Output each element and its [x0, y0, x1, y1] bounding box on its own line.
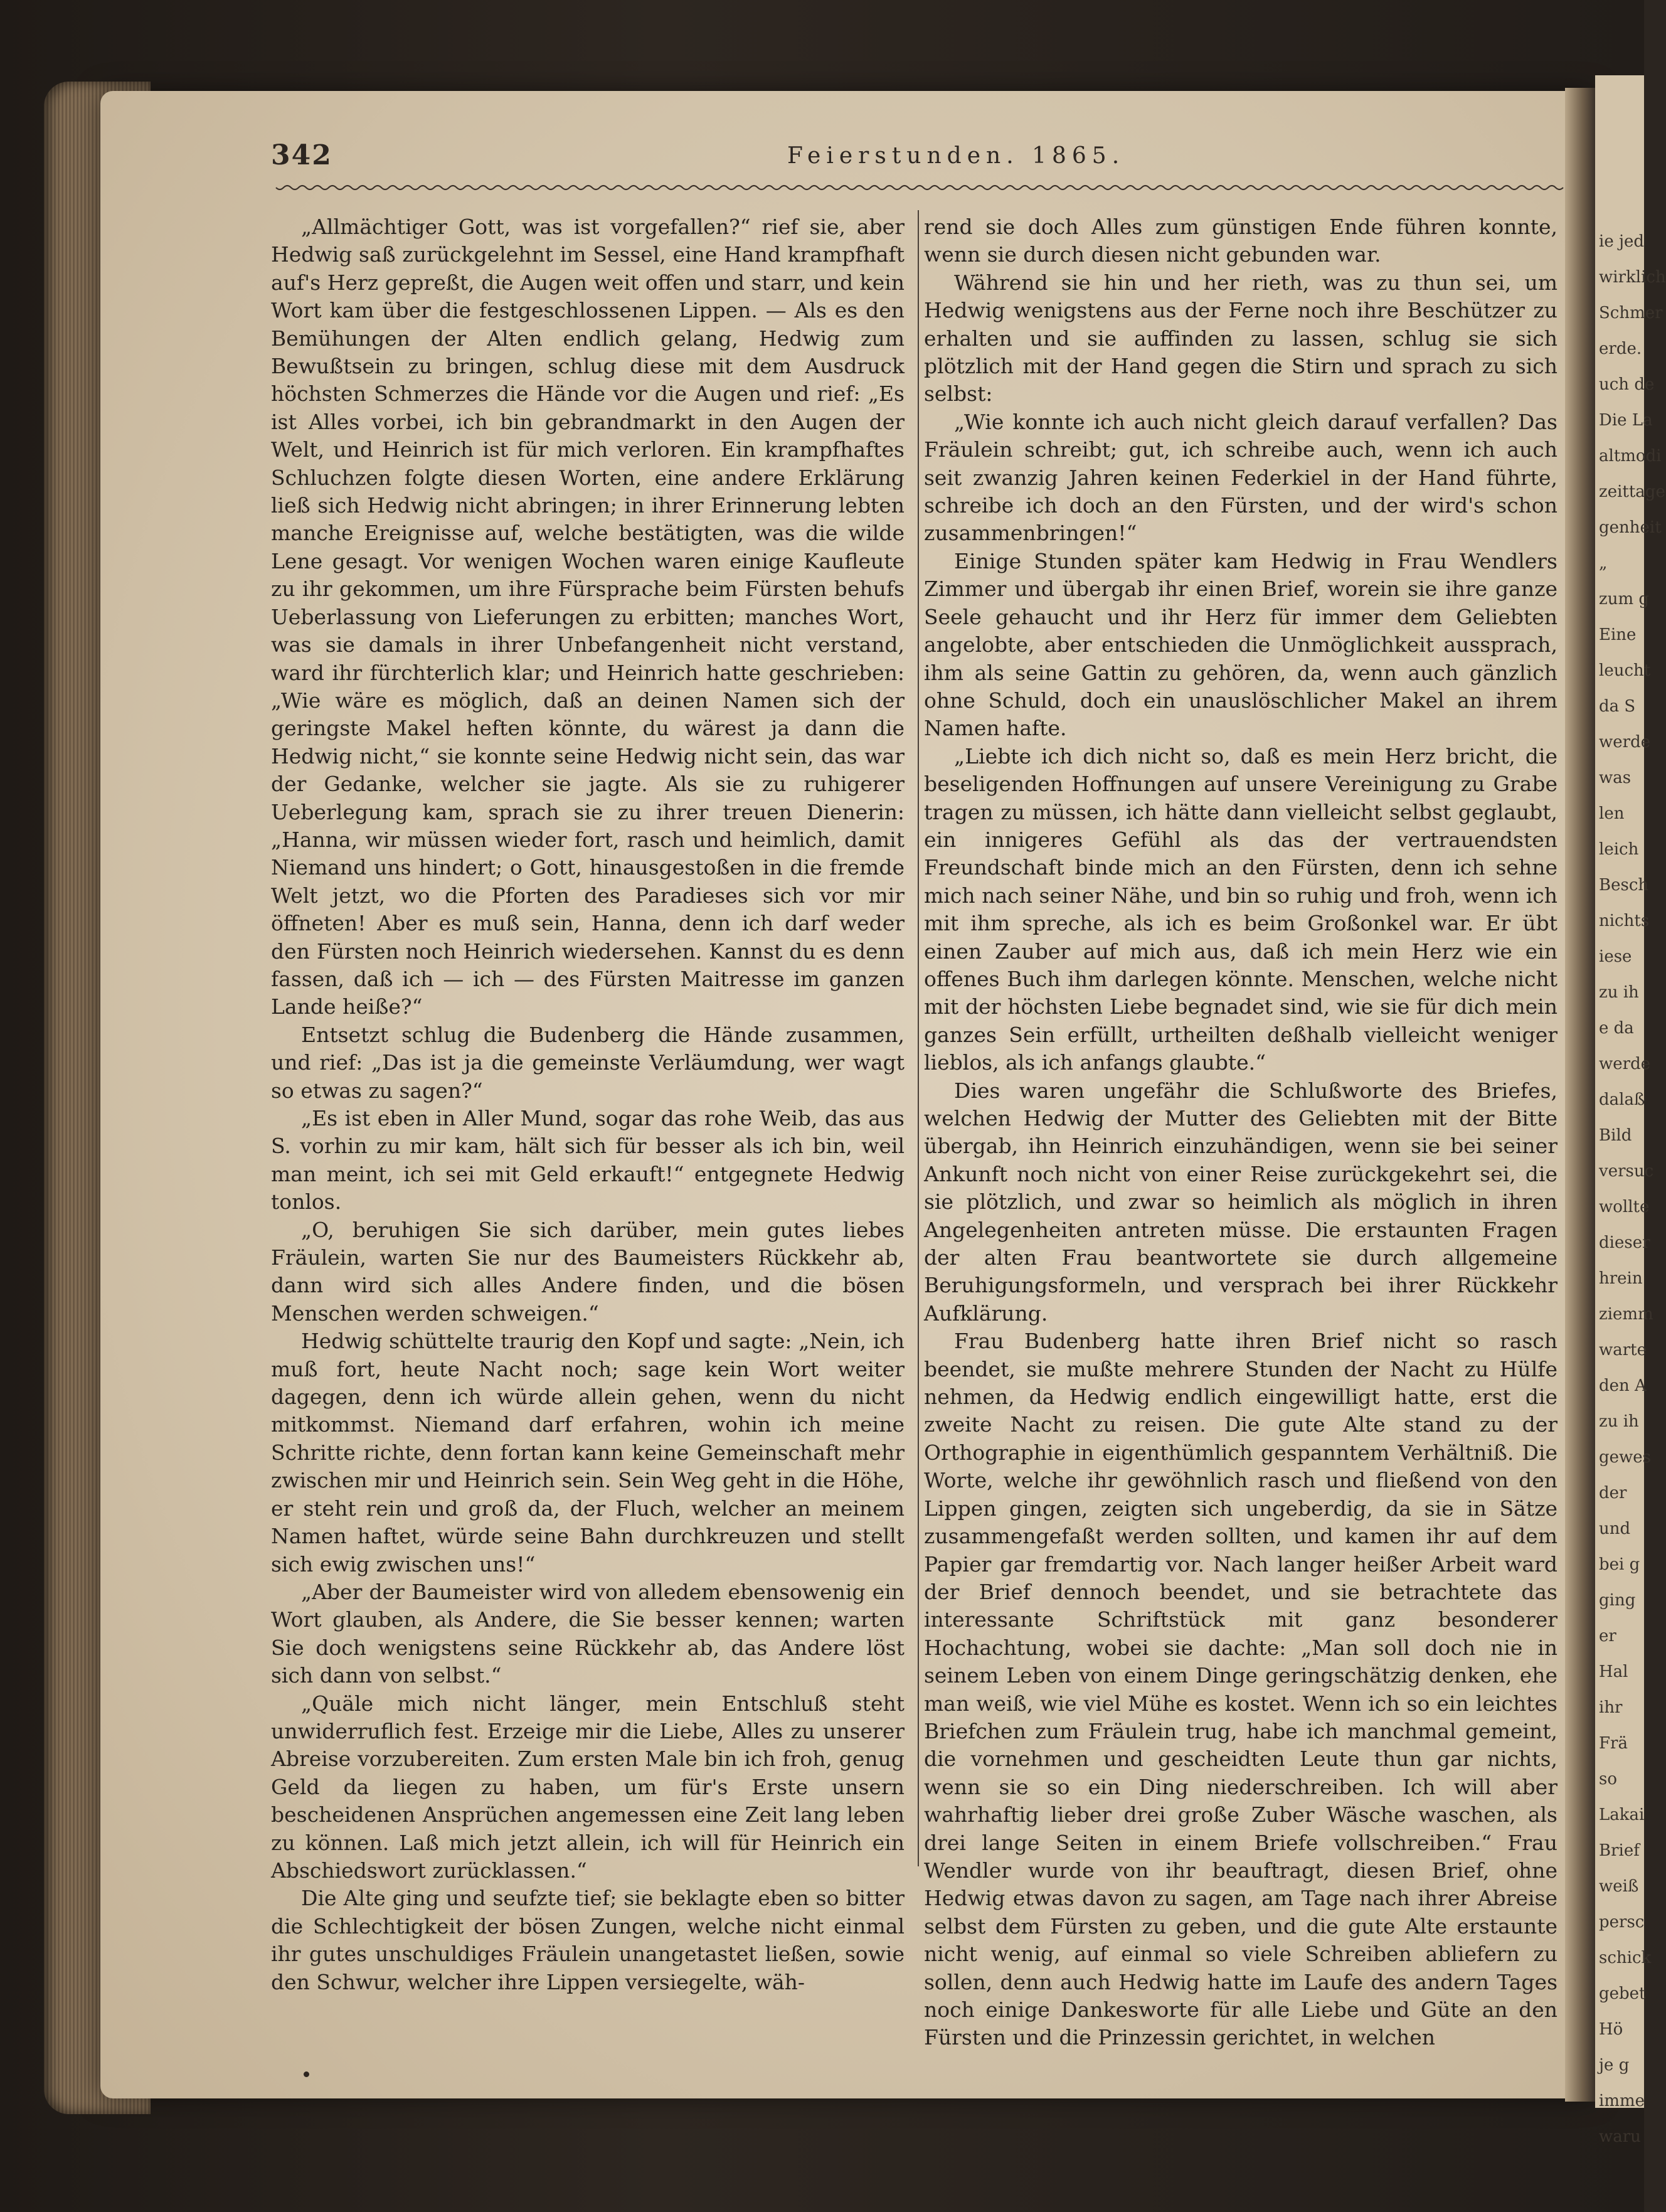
next-page-line: leucht [1599, 661, 1651, 680]
next-page-line: hrein [1599, 1269, 1643, 1288]
paragraph: „Quäle mich nicht länger, mein Entschluß steht unwiderruflich fest. Erzeige mir die Liebe, Alles zu unserer Abreise vorzubereiten. Zum ersten Male bin ich froh, genug Geld da liegen zu haben, um für's Erste unsern bescheidenen Ansprüchen angemessen eine Zeit lang leben zu können. Laß mich jetzt allein, ich will für Heinrich ein Abschiedswort zurücklassen.“ [271, 1691, 905, 1883]
next-page-line: Bild [1599, 1126, 1632, 1145]
ink-speck [304, 2071, 309, 2077]
next-page-line: dalaß [1599, 1090, 1645, 1109]
next-page-line: versuc [1599, 1162, 1654, 1181]
next-page-line: imme [1599, 2092, 1645, 2110]
next-page-line: der [1599, 1484, 1627, 1502]
next-page-line: zu ih [1599, 1412, 1639, 1431]
next-page-line: Brief [1599, 1841, 1640, 1860]
next-page-line: ziemm [1599, 1305, 1653, 1324]
paragraph: Dies waren ungefähr die Schlußworte des Briefes, welchen Hedwig der Mutter des Geliebten mit der Bitte übergab, ihn Heinrich einzuhändigen, wenn sie bei seiner Ankunft noch nicht von einer Reise zurückgekehrt sei, die sie plötzlich, und zwar so heimlich als möglich in ihren Angelegenheiten antreten müsse. Die erstaunten Fragen der alten Frau beantwortete sie durch allgemeine Beruhigungsformeln, und versprach bei ihrer Rückkehr Aufklärung. [924, 1078, 1557, 1326]
paragraph: rend sie doch Alles zum günstigen Ende führen konnte, wenn sie durch diesen nicht gebunden war. [924, 215, 1557, 267]
next-page-line: leich [1599, 840, 1639, 859]
next-page-line: werde [1599, 1055, 1651, 1073]
paragraph: Frau Budenberg hatte ihren Brief nicht so rasch beendet, sie mußte mehrere Stunden der Nacht zu Hülfe nehmen, da Hedwig endlich eingewilligt hatte, erst die zweite Nacht zu reisen. Die gute Alte stand zu der Orthographie in eigenthümlich gespanntem Verhältniß. Die Worte, welche ihr gewöhnlich rasch und fließend von den Lippen gingen, zeigten sich ungeberdig, da sie in Sätze zusammengefaßt werden sollten, und kamen ihr auf dem Papier gar fremdartig vor. Nach langer heißer Arbeit ward der Brief dennoch beendet, und sie betrachtete das interessante Schriftstück mit ganz besonderer Hochachtung, wobei sie dachte: „Man soll doch nie in seinem Leben von einem Dinge geringschätzig denken, ehe man weiß, wie viel Mühe es kostet. Wenn ich so ein leichtes Briefchen zum Fräulein trug, habe ich manchmal gemeint, die vornehmen und gescheidten Leute thun gar nichts, wenn sie so ein Ding niederschreiben. Ich will aber wahrhaftig lieber drei große Zuber Wäsche waschen, als drei lange Seiten in einem Briefe vollschreiben.“ Frau Wendler wurde von ihr beauftragt, diesen Brief, ohne Hedwig etwas davon zu sagen, am Tage nach ihrer Abreise selbst dem Fürsten zu geben, und die gute Alte erstaunte nicht wenig, auf einmal so viele Schreiben abliefern zu sollen, denn auch Hedwig hatte im Laufe des andern Tages noch einige Dankesworte für alle Liebe und Güte an den Fürsten und die Prinzessin gerichtet, in welchen [924, 1329, 1557, 2050]
paragraph: Entsetzt schlug die Budenberg die Hände zusammen, und rief: „Das ist ja die gemeinste Verläumdung, wer wagt so etwas zu sagen?“ [271, 1022, 905, 1103]
next-page-line: e da [1599, 1019, 1634, 1038]
next-page-line: Besch [1599, 876, 1649, 895]
next-page-line: wollte [1599, 1198, 1650, 1216]
next-page-line: den A [1599, 1376, 1647, 1395]
next-page-line: Hal [1599, 1662, 1628, 1681]
next-page-line: waru [1599, 2127, 1641, 2146]
next-page-line: Eine [1599, 625, 1637, 644]
next-page-line: ihr [1599, 1698, 1623, 1717]
next-page-line: zu ih [1599, 983, 1639, 1002]
next-page-line: genheit [1599, 518, 1662, 537]
next-page-line: gebet [1599, 1984, 1646, 2003]
paragraph: „O, beruhigen Sie sich darüber, mein gutes liebes Fräulein, warten Sie nur des Baumeisters Rückkehr ab, dann wird sich alles Andere finden, und die bösen Menschen werden schweigen.“ [271, 1217, 905, 1326]
next-page-line: zum g [1599, 590, 1650, 609]
book-gutter [1565, 88, 1595, 2102]
paragraph: „Liebte ich dich nicht so, daß es mein Herz bricht, die beseligenden Hoffnungen auf unsere Vereinigung zu Grabe tragen zu müssen, ich hätte dann vielleicht selbst geglaubt, ein innigeres Gefühl als das der vertrauendsten Freundschaft binde mich an den Fürsten, denn ich sehne mich nach seiner Nähe, und bin so ruhig und froh, wenn ich mit ihm spreche, als ich es beim Großonkel war. Er übt einen Zauber auf mich aus, daß ich mein Herz wie ein offenes Buch ihm darlegen könnte. Menschen, welche nicht mit der höchsten Liebe begnadet sind, wie sie für dich mein ganzes Sein erfüllt, urtheilten deßhalb vielleicht weniger lieblos, als ich anfangs glaubte.“ [924, 743, 1557, 1075]
next-page-line: nichts [1599, 912, 1650, 930]
next-page-line: Frä [1599, 1734, 1628, 1753]
next-page-line: und [1599, 1519, 1631, 1538]
next-page-line: len [1599, 804, 1625, 823]
next-page-line: Lakai [1599, 1805, 1645, 1824]
paragraph: „Aber der Baumeister wird von alledem ebensowenig ein Wort glauben, als Andere, die Sie besser kennen; warten Sie doch wenigstens seine Rückkehr ab, das Andere löst sich dann von selbst.“ [271, 1579, 905, 1688]
next-page-line: iese [1599, 947, 1632, 966]
next-page-line: wirklich [1599, 268, 1666, 287]
next-page-line: so [1599, 1770, 1617, 1789]
page-number: 342 [271, 139, 332, 171]
next-page-line: persc [1599, 1913, 1645, 1932]
next-page-line: schick [1599, 1949, 1652, 1967]
paragraph: „Allmächtiger Gott, was ist vorgefallen?“ rief sie, aber Hedwig saß zurückgelehnt im Sessel, eine Hand krampfhaft auf's Herz gepreßt, die Augen weit offen und starr, und kein Wort kam über die festgeschlossenen Lippen. — Als es den Bemühungen der Alten endlich gelang, Hedwig zum Bewußtsein zu bringen, schlug diese mit dem Ausdruck höchsten Schmerzes die Hände vor die Augen und rief: „Es ist Alles vorbei, ich bin gebrandmarkt in den Augen der Welt, und Heinrich ist für mich verloren. Ein krampfhaftes Schluchzen folgte diesen Worten, eine andere Erklärung ließ sich Hedwig nicht abringen; in ihrer Erinnerung lebten manche Ereignisse auf, welche bestätigten, was die wilde Lene gesagt. Vor wenigen Wochen waren einige Kaufleute zu ihr gekommen, um ihre Fürsprache beim Fürsten behufs Ueberlassung von Lieferungen zu erbitten; manches Wort, was sie damals in ihrer Unbefangenheit nicht verstand, ward ihr fürchterlich klar; und Heinrich hatte geschrieben: „Wie wäre es möglich, daß an deinen Namen sich der geringste Makel heften könnte, du wärest ja dann die Hedwig nicht,“ sie konnte seine Hedwig nicht sein, das war der Gedanke, welcher sie jagte. Als sie zu ruhigerer Ueberlegung kam, sprach sie zu ihrer treuen Dienerin: „Hanna, wir müssen wieder fort, rasch und heimlich, damit Niemand uns hindert; o Gott, hinausgestoßen in die fremde Welt jetzt, wo die Pforten des Paradieses sich vor mir öffneten! Aber es muß sein, Hanna, denn ich darf weder den Fürsten noch Heinrich wiedersehen. Kannst du es denn fassen, daß ich — ich — des Fürsten Maitresse im ganzen Lande heiße?“ [271, 215, 905, 1019]
next-page-line: je g [1599, 2056, 1630, 2075]
next-page-line: werde [1599, 733, 1651, 752]
next-page-line: ging [1599, 1591, 1636, 1610]
next-page-line: Schmer [1599, 304, 1663, 322]
page-header [0, 139, 1644, 183]
next-page-line: weiß [1599, 1877, 1639, 1896]
next-page-line: altmodi [1599, 447, 1662, 465]
next-page-line: was [1599, 768, 1632, 787]
next-page-line: warte [1599, 1341, 1647, 1359]
paragraph: Einige Stunden später kam Hedwig in Frau Wendlers Zimmer und übergab ihr einen Brief, worein sie ihre ganze Seele gehaucht und ihr Herz für immer dem Geliebten angelobte, aber entschieden die Unmöglichkeit aussprach, ihm als seine Gattin zu gehören, da, wenn auch gänzlich ohne Schuld, doch ein unauslöschlicher Makel an ihrem Namen hafte. [924, 548, 1557, 741]
next-page-line: bei g [1599, 1555, 1640, 1574]
column-divider [918, 210, 919, 1866]
next-page-line: da S [1599, 697, 1636, 716]
next-page-line: dieser [1599, 1233, 1650, 1252]
next-page-line: ie jed [1599, 232, 1645, 251]
paragraph: „Wie konnte ich auch nicht gleich darauf verfallen? Das Fräulein schreibt; gut, ich schreibe auch, wenn ich auch seit zwanzig Jahren keinen Federkiel in der Hand führte, schreibe ich doch an den Fürsten, und der wird's schon zusammenbringen!“ [924, 409, 1557, 546]
paragraph: Während sie hin und her rieth, was zu thun sei, um Hedwig wenigstens aus der Ferne noch ihre Beschützer zu erhalten und sie auffinden zu lassen, schlug sie sich plötzlich mit der Hand gegen die Stirn und sprach zu sich selbst: [924, 270, 1557, 407]
running-title: Feierstunden. 1865. [787, 143, 1125, 169]
next-page-line: uch de [1599, 375, 1655, 394]
header-wavy-rule [276, 183, 1559, 192]
next-page-line: Die La [1599, 411, 1653, 430]
next-page-line: Hö [1599, 2020, 1623, 2039]
text-column-right [924, 213, 1557, 2052]
paragraph: Die Alte ging und seufzte tief; sie beklagte eben so bitter die Schlechtigkeit der bösen Zungen, welche nicht einmal ihr gutes unschuldiges Fräulein unangetastet ließen, sowie den Schwur, welcher ihre Lippen versiegelte, wäh- [271, 1886, 905, 1994]
next-page-line: gewes [1599, 1448, 1652, 1467]
paragraph: „Es ist eben in Aller Mund, sogar das rohe Weib, das aus S. vorhin zu mir kam, hält sich für besser als ich bin, weil man meint, ich sei mit Geld erkauft!“ entgegnete Hedwig tonlos. [271, 1106, 905, 1215]
next-page-line: zeittage [1599, 482, 1665, 501]
paragraph: Hedwig schüttelte traurig den Kopf und sagte: „Nein, ich muß fort, heute Nacht noch; sage kein Wort weiter dagegen, denn ich würde allein gehen, wenn du nicht mitkommst. Niemand darf erfahren, wohin ich meine Schritte richte, denn fortan kann keine Gemeinschaft mehr zwischen mir und Heinrich sein. Sein Weg geht in die Höhe, er steht rein und groß da, der Fluch, welcher an meinem Namen haftet, würde seine Bahn durchkreuzen und stellt sich ewig zwischen uns!“ [271, 1329, 905, 1577]
next-page-line: er [1599, 1627, 1616, 1646]
next-page-line: erde. [1599, 339, 1642, 358]
next-page-line: „ [1599, 554, 1608, 573]
next-page-fragment [1595, 75, 1666, 2146]
text-column-left [271, 213, 905, 1996]
